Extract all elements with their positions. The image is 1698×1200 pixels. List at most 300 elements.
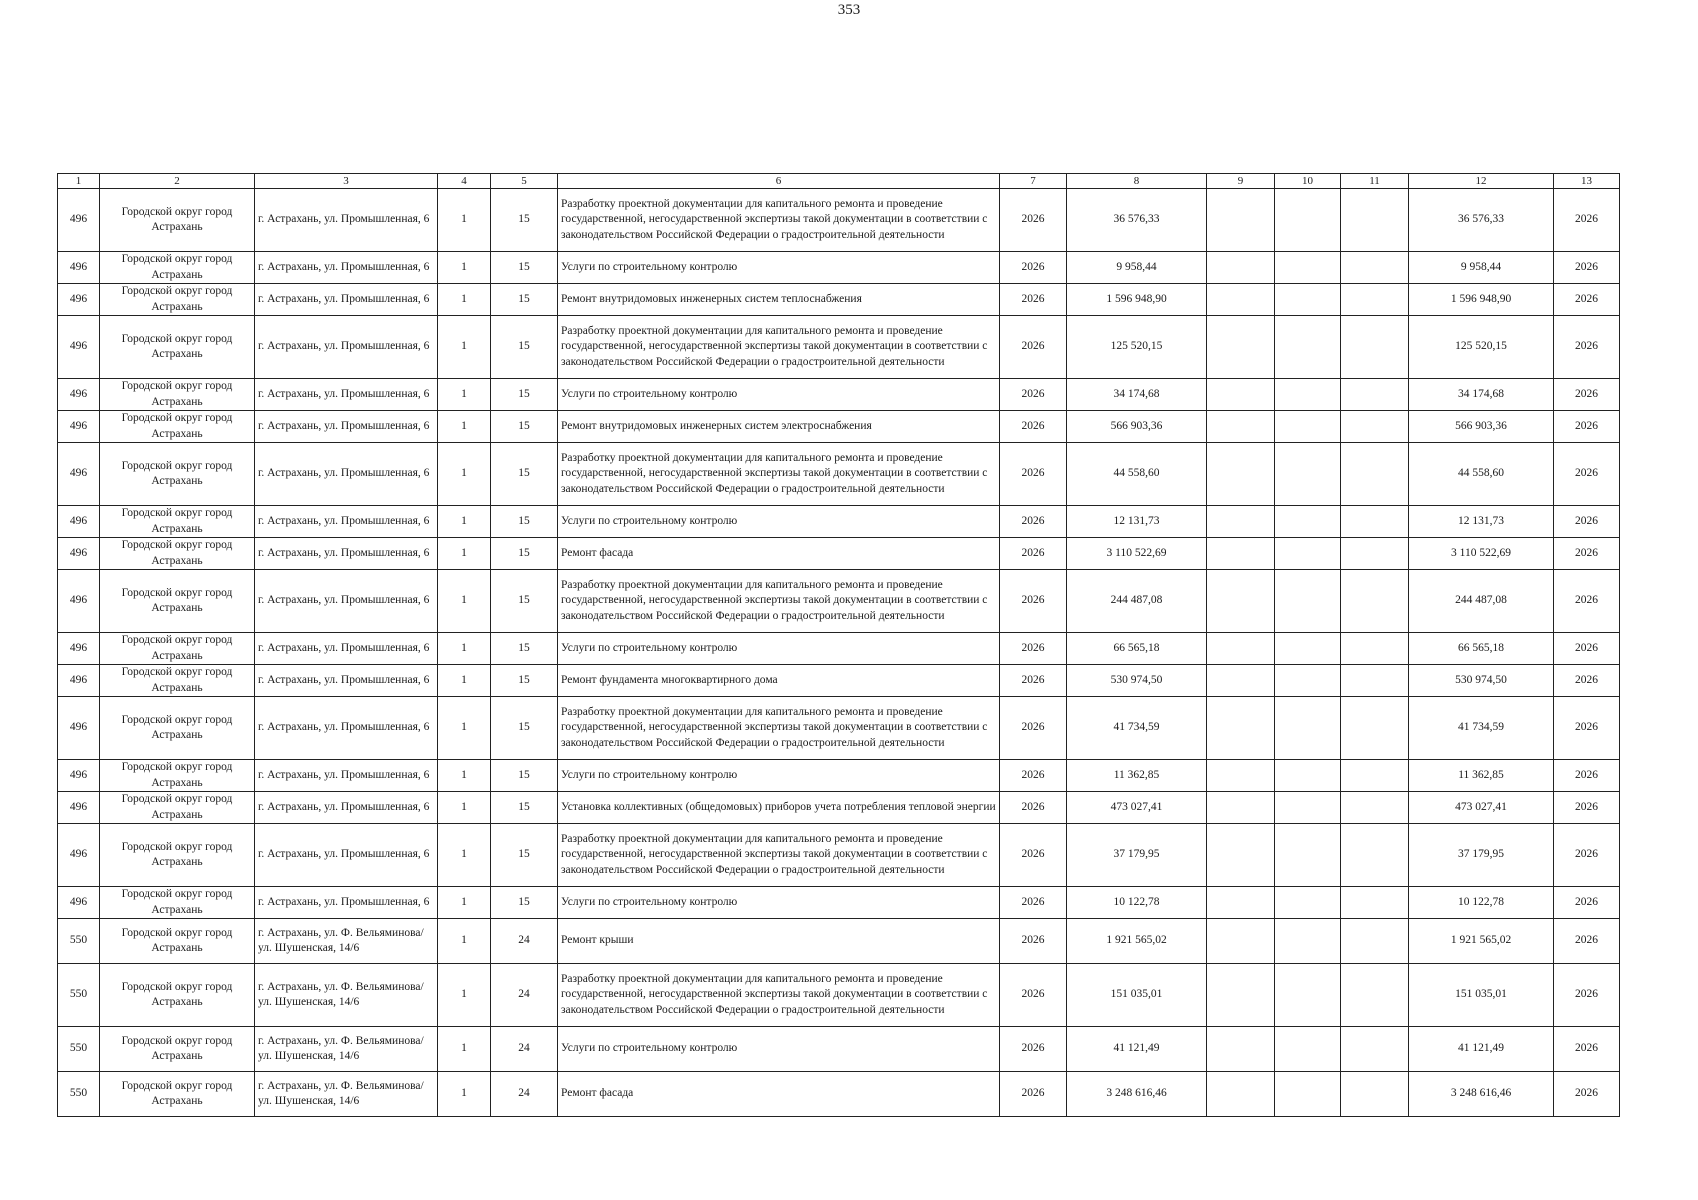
municipality-cell: Городской округ город Астрахань (100, 506, 255, 538)
col-11-value-cell (1341, 284, 1409, 316)
col-5-value-cell: 15 (491, 379, 558, 411)
row-number-cell: 496 (58, 792, 100, 824)
col-10-value-cell (1275, 1027, 1341, 1072)
column-header: 11 (1341, 174, 1409, 189)
address-cell: г. Астрахань, ул. Промышленная, 6 (255, 824, 438, 887)
col-4-value-cell: 1 (438, 1027, 491, 1072)
col-4-value-cell: 1 (438, 697, 491, 760)
column-header: 13 (1554, 174, 1620, 189)
cost-fund-cell: 36 576,33 (1409, 189, 1554, 252)
year-start-cell: 2026 (1000, 1027, 1067, 1072)
col-5-value-cell: 15 (491, 411, 558, 443)
work-type-cell: Услуги по строительному контролю (558, 760, 1000, 792)
cost-total-cell: 530 974,50 (1067, 665, 1207, 697)
municipality-cell: Городской округ город Астрахань (100, 1027, 255, 1072)
col-9-value-cell (1207, 887, 1275, 919)
year-start-cell: 2026 (1000, 570, 1067, 633)
address-cell: г. Астрахань, ул. Промышленная, 6 (255, 443, 438, 506)
col-4-value-cell: 1 (438, 538, 491, 570)
cost-total-cell: 44 558,60 (1067, 443, 1207, 506)
col-4-value-cell: 1 (438, 443, 491, 506)
col-11-value-cell (1341, 443, 1409, 506)
col-4-value-cell: 1 (438, 506, 491, 538)
work-type-cell: Разработку проектной документации для капитального ремонта и проведение государственной, негосударственной экспертизы такой документации в соответствии с законодательством Российской Федерации о градостроительной деятельности (558, 697, 1000, 760)
col-9-value-cell (1207, 697, 1275, 760)
year-start-cell: 2026 (1000, 252, 1067, 284)
work-type-cell: Разработку проектной документации для капитального ремонта и проведение государственной, негосударственной экспертизы такой документации в соответствии с законодательством Российской Федерации о градостроительной деятельности (558, 189, 1000, 252)
table-row (58, 379, 1620, 411)
year-end-cell: 2026 (1554, 919, 1620, 964)
cost-total-cell: 36 576,33 (1067, 189, 1207, 252)
col-11-value-cell (1341, 1027, 1409, 1072)
municipality-cell: Городской округ город Астрахань (100, 538, 255, 570)
cost-total-cell: 34 174,68 (1067, 379, 1207, 411)
table-row (58, 1072, 1620, 1117)
address-cell: г. Астрахань, ул. Промышленная, 6 (255, 538, 438, 570)
work-type-cell: Услуги по строительному контролю (558, 252, 1000, 284)
col-10-value-cell (1275, 189, 1341, 252)
year-end-cell: 2026 (1554, 570, 1620, 633)
work-type-cell: Ремонт фасада (558, 538, 1000, 570)
col-4-value-cell: 1 (438, 824, 491, 887)
address-cell: г. Астрахань, ул. Промышленная, 6 (255, 665, 438, 697)
address-cell: г. Астрахань, ул. Промышленная, 6 (255, 506, 438, 538)
table-row (58, 697, 1620, 760)
municipality-cell: Городской округ город Астрахань (100, 665, 255, 697)
address-cell: г. Астрахань, ул. Ф. Вельяминова/ ул. Шушенская, 14/6 (255, 964, 438, 1027)
address-cell: г. Астрахань, ул. Промышленная, 6 (255, 570, 438, 633)
municipality-cell: Городской округ город Астрахань (100, 411, 255, 443)
cost-fund-cell: 530 974,50 (1409, 665, 1554, 697)
col-10-value-cell (1275, 760, 1341, 792)
col-11-value-cell (1341, 379, 1409, 411)
cost-fund-cell: 44 558,60 (1409, 443, 1554, 506)
row-number-cell: 496 (58, 824, 100, 887)
cost-total-cell: 12 131,73 (1067, 506, 1207, 538)
page-number: 353 (837, 2, 861, 18)
cost-fund-cell: 566 903,36 (1409, 411, 1554, 443)
table-row (58, 284, 1620, 316)
table-row (58, 760, 1620, 792)
table-row (58, 570, 1620, 633)
work-type-cell: Разработку проектной документации для капитального ремонта и проведение государственной, негосударственной экспертизы такой документации в соответствии с законодательством Российской Федерации о градостроительной деятельности (558, 570, 1000, 633)
col-4-value-cell: 1 (438, 665, 491, 697)
col-5-value-cell: 15 (491, 252, 558, 284)
address-cell: г. Астрахань, ул. Промышленная, 6 (255, 316, 438, 379)
year-end-cell: 2026 (1554, 633, 1620, 665)
cost-total-cell: 473 027,41 (1067, 792, 1207, 824)
address-cell: г. Астрахань, ул. Промышленная, 6 (255, 887, 438, 919)
address-cell: г. Астрахань, ул. Промышленная, 6 (255, 633, 438, 665)
col-4-value-cell: 1 (438, 760, 491, 792)
table-row (58, 824, 1620, 887)
year-start-cell: 2026 (1000, 919, 1067, 964)
municipality-cell: Городской округ город Астрахань (100, 284, 255, 316)
col-4-value-cell: 1 (438, 792, 491, 824)
col-5-value-cell: 15 (491, 538, 558, 570)
work-type-cell: Ремонт крыши (558, 919, 1000, 964)
municipality-cell: Городской округ город Астрахань (100, 1072, 255, 1117)
col-5-value-cell: 24 (491, 1027, 558, 1072)
cost-total-cell: 151 035,01 (1067, 964, 1207, 1027)
row-number-cell: 550 (58, 964, 100, 1027)
year-start-cell: 2026 (1000, 1072, 1067, 1117)
year-end-cell: 2026 (1554, 189, 1620, 252)
address-cell: г. Астрахань, ул. Промышленная, 6 (255, 411, 438, 443)
col-9-value-cell (1207, 1072, 1275, 1117)
row-number-cell: 496 (58, 887, 100, 919)
col-10-value-cell (1275, 633, 1341, 665)
cost-fund-cell: 37 179,95 (1409, 824, 1554, 887)
table-row (58, 887, 1620, 919)
table-row (58, 919, 1620, 964)
column-header: 9 (1207, 174, 1275, 189)
col-5-value-cell: 15 (491, 570, 558, 633)
col-10-value-cell (1275, 887, 1341, 919)
column-header: 8 (1067, 174, 1207, 189)
year-start-cell: 2026 (1000, 284, 1067, 316)
column-header: 10 (1275, 174, 1341, 189)
col-4-value-cell: 1 (438, 379, 491, 411)
column-header: 2 (100, 174, 255, 189)
year-start-cell: 2026 (1000, 506, 1067, 538)
col-5-value-cell: 15 (491, 443, 558, 506)
address-cell: г. Астрахань, ул. Промышленная, 6 (255, 252, 438, 284)
col-4-value-cell: 1 (438, 189, 491, 252)
year-end-cell: 2026 (1554, 697, 1620, 760)
row-number-cell: 496 (58, 538, 100, 570)
cost-fund-cell: 41 121,49 (1409, 1027, 1554, 1072)
cost-fund-cell: 10 122,78 (1409, 887, 1554, 919)
table-body (58, 189, 1620, 1117)
table-row (58, 665, 1620, 697)
year-end-cell: 2026 (1554, 538, 1620, 570)
col-4-value-cell: 1 (438, 633, 491, 665)
col-5-value-cell: 15 (491, 189, 558, 252)
year-end-cell: 2026 (1554, 252, 1620, 284)
col-11-value-cell (1341, 697, 1409, 760)
col-5-value-cell: 15 (491, 665, 558, 697)
col-10-value-cell (1275, 824, 1341, 887)
col-10-value-cell (1275, 964, 1341, 1027)
col-11-value-cell (1341, 760, 1409, 792)
col-9-value-cell (1207, 284, 1275, 316)
col-9-value-cell (1207, 316, 1275, 379)
year-start-cell: 2026 (1000, 824, 1067, 887)
table-row (58, 964, 1620, 1027)
cost-fund-cell: 244 487,08 (1409, 570, 1554, 633)
municipality-cell: Городской округ город Астрахань (100, 919, 255, 964)
col-4-value-cell: 1 (438, 316, 491, 379)
municipality-cell: Городской округ город Астрахань (100, 570, 255, 633)
cost-fund-cell: 12 131,73 (1409, 506, 1554, 538)
address-cell: г. Астрахань, ул. Ф. Вельяминова/ ул. Шушенская, 14/6 (255, 919, 438, 964)
municipality-cell: Городской округ город Астрахань (100, 697, 255, 760)
col-11-value-cell (1341, 919, 1409, 964)
row-number-cell: 496 (58, 570, 100, 633)
col-11-value-cell (1341, 252, 1409, 284)
municipality-cell: Городской округ город Астрахань (100, 792, 255, 824)
work-type-cell: Ремонт внутридомовых инженерных систем теплоснабжения (558, 284, 1000, 316)
cost-fund-cell: 41 734,59 (1409, 697, 1554, 760)
cost-total-cell: 3 110 522,69 (1067, 538, 1207, 570)
year-end-cell: 2026 (1554, 792, 1620, 824)
col-11-value-cell (1341, 570, 1409, 633)
address-cell: г. Астрахань, ул. Промышленная, 6 (255, 697, 438, 760)
col-4-value-cell: 1 (438, 570, 491, 633)
work-type-cell: Услуги по строительному контролю (558, 1027, 1000, 1072)
row-number-cell: 550 (58, 919, 100, 964)
col-5-value-cell: 15 (491, 697, 558, 760)
row-number-cell: 496 (58, 316, 100, 379)
row-number-cell: 550 (58, 1027, 100, 1072)
col-11-value-cell (1341, 411, 1409, 443)
table-row (58, 316, 1620, 379)
cost-total-cell: 37 179,95 (1067, 824, 1207, 887)
year-start-cell: 2026 (1000, 792, 1067, 824)
municipality-cell: Городской округ город Астрахань (100, 760, 255, 792)
cost-fund-cell: 1 921 565,02 (1409, 919, 1554, 964)
cost-fund-cell: 11 362,85 (1409, 760, 1554, 792)
col-4-value-cell: 1 (438, 887, 491, 919)
year-start-cell: 2026 (1000, 443, 1067, 506)
col-10-value-cell (1275, 538, 1341, 570)
cost-total-cell: 66 565,18 (1067, 633, 1207, 665)
work-type-cell: Ремонт фундамента многоквартирного дома (558, 665, 1000, 697)
work-type-cell: Разработку проектной документации для капитального ремонта и проведение государственной, негосударственной экспертизы такой документации в соответствии с законодательством Российской Федерации о градостроительной деятельности (558, 316, 1000, 379)
row-number-cell: 496 (58, 411, 100, 443)
col-11-value-cell (1341, 824, 1409, 887)
cost-total-cell: 10 122,78 (1067, 887, 1207, 919)
col-5-value-cell: 24 (491, 919, 558, 964)
col-9-value-cell (1207, 964, 1275, 1027)
column-header: 3 (255, 174, 438, 189)
col-11-value-cell (1341, 633, 1409, 665)
municipality-cell: Городской округ город Астрахань (100, 316, 255, 379)
col-9-value-cell (1207, 570, 1275, 633)
address-cell: г. Астрахань, ул. Промышленная, 6 (255, 379, 438, 411)
row-number-cell: 496 (58, 252, 100, 284)
row-number-cell: 496 (58, 633, 100, 665)
address-cell: г. Астрахань, ул. Промышленная, 6 (255, 760, 438, 792)
table-row (58, 1027, 1620, 1072)
cost-fund-cell: 1 596 948,90 (1409, 284, 1554, 316)
col-4-value-cell: 1 (438, 919, 491, 964)
year-end-cell: 2026 (1554, 824, 1620, 887)
col-9-value-cell (1207, 633, 1275, 665)
work-type-cell: Услуги по строительному контролю (558, 887, 1000, 919)
col-10-value-cell (1275, 506, 1341, 538)
col-10-value-cell (1275, 665, 1341, 697)
col-11-value-cell (1341, 792, 1409, 824)
col-10-value-cell (1275, 252, 1341, 284)
col-10-value-cell (1275, 570, 1341, 633)
year-end-cell: 2026 (1554, 284, 1620, 316)
year-end-cell: 2026 (1554, 665, 1620, 697)
year-start-cell: 2026 (1000, 411, 1067, 443)
col-11-value-cell (1341, 538, 1409, 570)
address-cell: г. Астрахань, ул. Промышленная, 6 (255, 792, 438, 824)
col-11-value-cell (1341, 887, 1409, 919)
col-9-value-cell (1207, 792, 1275, 824)
cost-total-cell: 125 520,15 (1067, 316, 1207, 379)
col-9-value-cell (1207, 824, 1275, 887)
year-start-cell: 2026 (1000, 665, 1067, 697)
table-row (58, 411, 1620, 443)
table-row (58, 443, 1620, 506)
column-header: 4 (438, 174, 491, 189)
table-row (58, 792, 1620, 824)
col-10-value-cell (1275, 379, 1341, 411)
address-cell: г. Астрахань, ул. Промышленная, 6 (255, 284, 438, 316)
cost-total-cell: 1 921 565,02 (1067, 919, 1207, 964)
col-5-value-cell: 15 (491, 760, 558, 792)
address-cell: г. Астрахань, ул. Ф. Вельяминова/ ул. Шушенская, 14/6 (255, 1072, 438, 1117)
row-number-cell: 496 (58, 189, 100, 252)
work-type-cell: Услуги по строительному контролю (558, 506, 1000, 538)
col-10-value-cell (1275, 919, 1341, 964)
col-9-value-cell (1207, 760, 1275, 792)
col-5-value-cell: 15 (491, 824, 558, 887)
row-number-cell: 496 (58, 697, 100, 760)
year-end-cell: 2026 (1554, 760, 1620, 792)
col-5-value-cell: 15 (491, 792, 558, 824)
cost-fund-cell: 3 110 522,69 (1409, 538, 1554, 570)
year-end-cell: 2026 (1554, 506, 1620, 538)
row-number-cell: 496 (58, 760, 100, 792)
col-9-value-cell (1207, 538, 1275, 570)
cost-fund-cell: 34 174,68 (1409, 379, 1554, 411)
capital-repair-register-table (57, 173, 1620, 1117)
col-10-value-cell (1275, 411, 1341, 443)
work-type-cell: Услуги по строительному контролю (558, 633, 1000, 665)
municipality-cell: Городской округ город Астрахань (100, 633, 255, 665)
year-start-cell: 2026 (1000, 964, 1067, 1027)
municipality-cell: Городской округ город Астрахань (100, 964, 255, 1027)
col-10-value-cell (1275, 443, 1341, 506)
row-number-cell: 496 (58, 665, 100, 697)
cost-total-cell: 11 362,85 (1067, 760, 1207, 792)
col-10-value-cell (1275, 284, 1341, 316)
work-type-cell: Ремонт внутридомовых инженерных систем электроснабжения (558, 411, 1000, 443)
col-5-value-cell: 15 (491, 887, 558, 919)
column-header: 5 (491, 174, 558, 189)
column-header: 12 (1409, 174, 1554, 189)
table-row (58, 633, 1620, 665)
table-row (58, 252, 1620, 284)
col-10-value-cell (1275, 792, 1341, 824)
work-type-cell: Разработку проектной документации для капитального ремонта и проведение государственной, негосударственной экспертизы такой документации в соответствии с законодательством Российской Федерации о градостроительной деятельности (558, 964, 1000, 1027)
col-11-value-cell (1341, 189, 1409, 252)
col-5-value-cell: 15 (491, 506, 558, 538)
cost-total-cell: 3 248 616,46 (1067, 1072, 1207, 1117)
work-type-cell: Установка коллективных (общедомовых) приборов учета потребления тепловой энергии (558, 792, 1000, 824)
municipality-cell: Городской округ город Астрахань (100, 443, 255, 506)
year-end-cell: 2026 (1554, 887, 1620, 919)
municipality-cell: Городской округ город Астрахань (100, 379, 255, 411)
col-9-value-cell (1207, 443, 1275, 506)
row-number-cell: 496 (58, 379, 100, 411)
work-type-cell: Услуги по строительному контролю (558, 379, 1000, 411)
year-start-cell: 2026 (1000, 538, 1067, 570)
work-type-cell: Ремонт фасада (558, 1072, 1000, 1117)
year-end-cell: 2026 (1554, 411, 1620, 443)
year-end-cell: 2026 (1554, 1072, 1620, 1117)
column-header: 6 (558, 174, 1000, 189)
col-11-value-cell (1341, 1072, 1409, 1117)
col-5-value-cell: 24 (491, 964, 558, 1027)
cost-total-cell: 41 734,59 (1067, 697, 1207, 760)
year-start-cell: 2026 (1000, 697, 1067, 760)
col-4-value-cell: 1 (438, 1072, 491, 1117)
year-end-cell: 2026 (1554, 316, 1620, 379)
table-row (58, 506, 1620, 538)
address-cell: г. Астрахань, ул. Промышленная, 6 (255, 189, 438, 252)
municipality-cell: Городской округ город Астрахань (100, 824, 255, 887)
year-start-cell: 2026 (1000, 633, 1067, 665)
col-4-value-cell: 1 (438, 411, 491, 443)
col-9-value-cell (1207, 1027, 1275, 1072)
col-9-value-cell (1207, 665, 1275, 697)
column-number-header-row (58, 174, 1620, 189)
year-start-cell: 2026 (1000, 316, 1067, 379)
table-row (58, 538, 1620, 570)
col-11-value-cell (1341, 665, 1409, 697)
column-header: 7 (1000, 174, 1067, 189)
col-11-value-cell (1341, 316, 1409, 379)
year-start-cell: 2026 (1000, 189, 1067, 252)
cost-total-cell: 1 596 948,90 (1067, 284, 1207, 316)
col-10-value-cell (1275, 1072, 1341, 1117)
municipality-cell: Городской округ город Астрахань (100, 887, 255, 919)
cost-total-cell: 41 121,49 (1067, 1027, 1207, 1072)
municipality-cell: Городской округ город Астрахань (100, 189, 255, 252)
row-number-cell: 550 (58, 1072, 100, 1117)
col-5-value-cell: 15 (491, 316, 558, 379)
row-number-cell: 496 (58, 506, 100, 538)
table-row (58, 189, 1620, 252)
work-type-cell: Разработку проектной документации для капитального ремонта и проведение государственной, негосударственной экспертизы такой документации в соответствии с законодательством Российской Федерации о градостроительной деятельности (558, 824, 1000, 887)
col-10-value-cell (1275, 697, 1341, 760)
row-number-cell: 496 (58, 443, 100, 506)
col-10-value-cell (1275, 316, 1341, 379)
year-start-cell: 2026 (1000, 760, 1067, 792)
col-5-value-cell: 15 (491, 633, 558, 665)
year-end-cell: 2026 (1554, 1027, 1620, 1072)
col-11-value-cell (1341, 964, 1409, 1027)
year-start-cell: 2026 (1000, 379, 1067, 411)
col-4-value-cell: 1 (438, 964, 491, 1027)
year-start-cell: 2026 (1000, 887, 1067, 919)
cost-total-cell: 566 903,36 (1067, 411, 1207, 443)
col-9-value-cell (1207, 411, 1275, 443)
cost-fund-cell: 9 958,44 (1409, 252, 1554, 284)
col-4-value-cell: 1 (438, 252, 491, 284)
address-cell: г. Астрахань, ул. Ф. Вельяминова/ ул. Шушенская, 14/6 (255, 1027, 438, 1072)
work-type-cell: Разработку проектной документации для капитального ремонта и проведение государственной, негосударственной экспертизы такой документации в соответствии с законодательством Российской Федерации о градостроительной деятельности (558, 443, 1000, 506)
col-9-value-cell (1207, 252, 1275, 284)
cost-fund-cell: 151 035,01 (1409, 964, 1554, 1027)
municipality-cell: Городской округ город Астрахань (100, 252, 255, 284)
cost-fund-cell: 125 520,15 (1409, 316, 1554, 379)
cost-fund-cell: 473 027,41 (1409, 792, 1554, 824)
col-9-value-cell (1207, 919, 1275, 964)
col-11-value-cell (1341, 506, 1409, 538)
col-9-value-cell (1207, 379, 1275, 411)
col-9-value-cell (1207, 189, 1275, 252)
year-end-cell: 2026 (1554, 964, 1620, 1027)
col-4-value-cell: 1 (438, 284, 491, 316)
